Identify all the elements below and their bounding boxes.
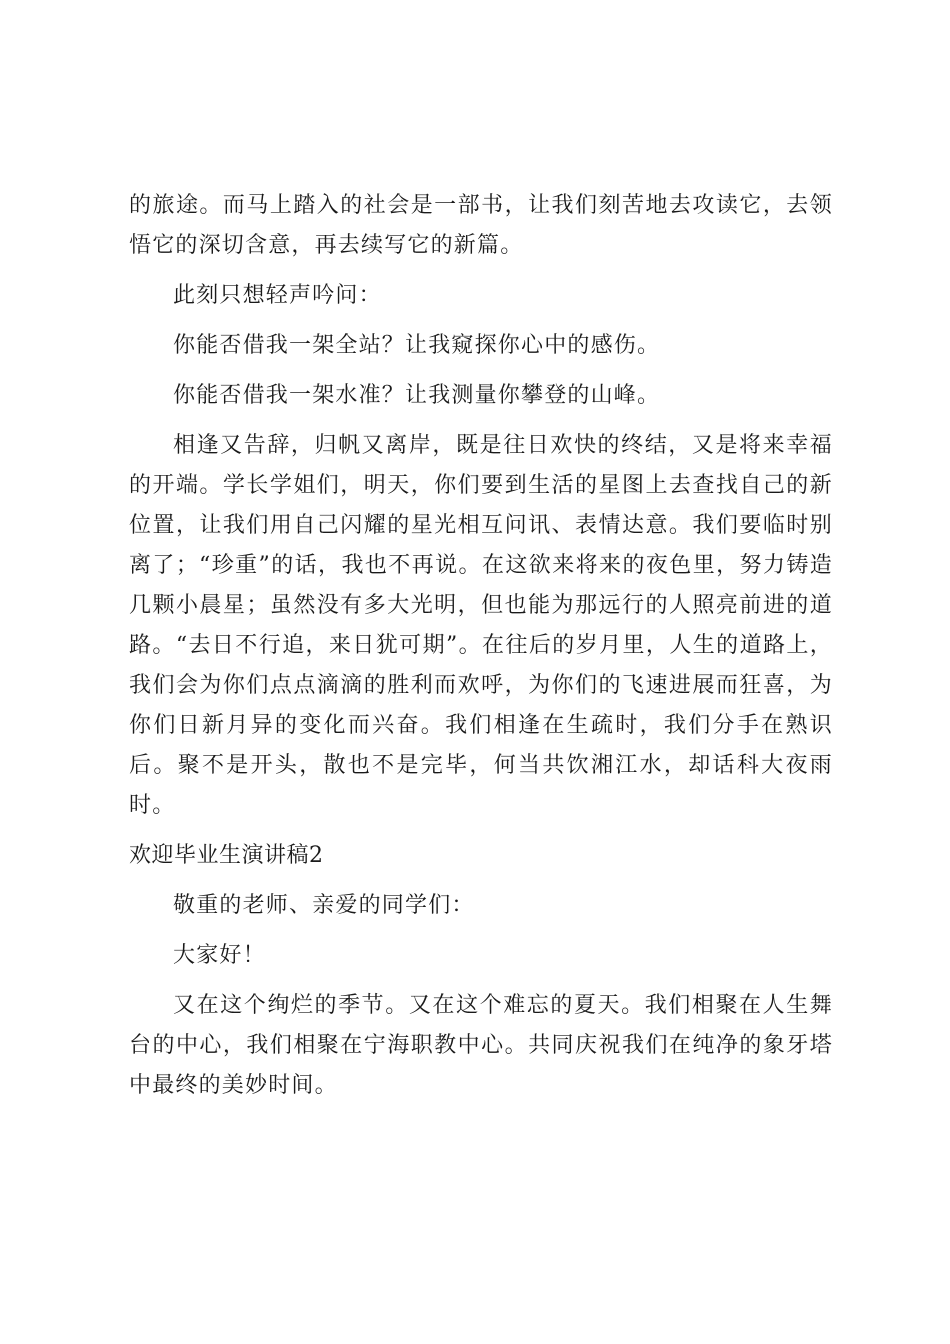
paragraph-question-1: 你能否借我一架全站？让我窥探你心中的感伤。 xyxy=(173,333,661,358)
paragraph-question-intro: 此刻只想轻声吟问： xyxy=(173,283,382,308)
paragraph-greeting: 大家好！ xyxy=(173,943,266,968)
section-heading: 欢迎毕业生演讲稿2 xyxy=(129,843,324,868)
document-page xyxy=(129,186,833,1116)
paragraph-question-2: 你能否借我一架水准？让我测量你攀登的山峰。 xyxy=(173,383,661,408)
paragraph-opening: 又在这个绚烂的季节。又在这个难忘的夏天。我们相聚在人生舞台的中心，我们相聚在宁海职教中心。共同庆祝我们在纯净的象牙塔中最终的美妙时间。 xyxy=(129,993,833,1098)
paragraph-salutation: 敬重的老师、亲爱的同学们： xyxy=(173,893,475,918)
paragraph-farewell: 相逢又告辞，归帆又离岸，既是往日欢快的终结，又是将来幸福的开端。学长学姐们，明天，你们要到生活的星图上去查找自己的新位置，让我们用自己闪耀的星光相互问讯、表情达意。我们要临时别离了；“珍重”的话，我也不再说。在这欲来将来的夜色里，努力铸造几颗小晨星；虽然没有多大光明，但也能为那远行的人照亮前进的道路。“去日不行追，来日犹可期”。在往后的岁月里，人生的道路上，我们会为你们点点滴滴的胜利而欢呼，为你们的飞速进展而狂喜，为你们日新月异的变化而兴奋。我们相逢在生疏时，我们分手在熟识后。聚不是开头，散也不是完毕，何当共饮湘江水，却话科大夜雨时。 xyxy=(129,433,833,818)
paragraph-continuation: 的旅途。而马上踏入的社会是一部书，让我们刻苦地去攻读它，去领悟它的深切含意，再去续写它的新篇。 xyxy=(129,193,833,258)
